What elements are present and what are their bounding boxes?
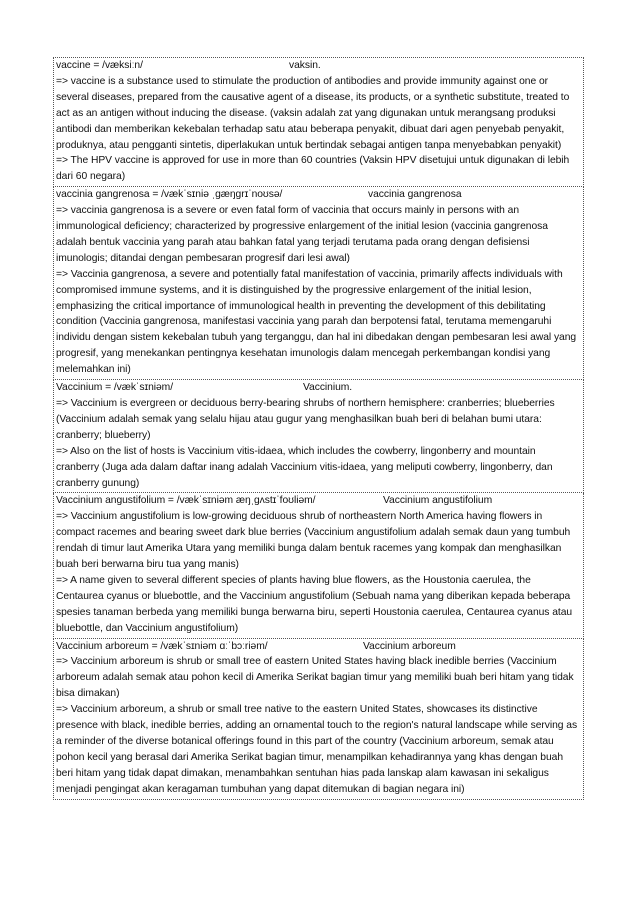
glossary-entry — [53, 493, 584, 638]
entry-example: => Vaccinia gangrenosa, a severe and potentially fatal manifestation of vaccinia, primarily affects individuals with compromised immune systems, and it is distinguished by the progressive enlargement of the initial lesion, emphasizing the critical importance of immunological health in preventing the development of this debilitating condition (Vaccinia gangrenosa, manifestasi vaccinia yang parah dan berpotensi fatal, terutama memengaruhi individu dengan sistem kekebalan tubuh yang terganggu, dan hal ini dibedakan dengan pembesaran lesi awal yang progresif, yang menekankan pentingnya kesehatan imunologis dalam mencegah perkembangan kondisi yang melemahkan ini) — [56, 268, 577, 376]
glossary-entry — [53, 380, 584, 493]
entry-definition: => Vaccinium arboreum is shrub or small tree of eastern United States having black inedible berries (Vaccinium arboreum adalah semak atau pohon kecil di Amerika Serikat bagian timur yang memiliki buah beri hitam yang tidak bisa dimakan) — [56, 656, 574, 700]
entry-header — [56, 380, 581, 396]
entry-translation: Vaccinium angustifolium — [383, 495, 493, 507]
entry-translation: Vaccinium. — [303, 382, 353, 394]
entry-definition: => Vaccinium angustifolium is low-growing deciduous shrub of northeastern North America having flowers in compact racemes and bearing sweet dark blue berries (Vaccinium angustifolium adalah semak daun yang tumbuh rendah di timur laut Amerika Utara yang memiliki bunga dalam bentuk racemes yang kompak dan menghasilkan buah beri berwarna biru tua yang manis) — [56, 511, 571, 571]
entry-translation: Vaccinium arboreum — [363, 640, 456, 652]
entry-example: => Also on the list of hosts is Vaccinium vitis-idaea, which includes the cowberry, lingonberry and mountain cranberry (Juga ada dalam daftar inang adalah Vaccinium vitis-idaea, yang meliputi cowberry, lingonberry, dan cranberry gunung) — [56, 445, 553, 489]
entry-term: vaccine = /væksiːn/ — [56, 60, 143, 71]
entry-header — [56, 493, 581, 509]
entry-term: Vaccinium arboreum = /vækˈsɪniəm ɑːˈbɔːriəm/ — [56, 640, 268, 652]
glossary-page — [53, 57, 584, 800]
entry-term: Vaccinium = /vækˈsɪniəm/ — [56, 382, 174, 394]
glossary-entry — [53, 187, 584, 380]
entry-translation: vaccinia gangrenosa — [368, 189, 462, 201]
entry-example: => The HPV vaccine is approved for use in more than 60 countries (Vaksin HPV disetujui untuk digunakan di lebih dari 60 negara) — [56, 155, 570, 183]
entry-definition: => vaccinia gangrenosa is a severe or even fatal form of vaccinia that occurs mainly in persons with an immunological deficiency; characterized by progressive enlargement of the initial lesion (vaccinia gangrenosa adalah bentuk vaccinia yang parah atau bahkan fatal yang terjadi terutama pada orang dengan defisiensi imunologis; ditandai dengan pembesaran progresif dari lesi awal) — [56, 205, 548, 264]
entry-header — [56, 187, 581, 203]
entry-translation: vaksin. — [289, 60, 321, 71]
entry-definition: => vaccine is a substance used to stimulate the production of antibodies and provide immunity against one or several diseases, prepared from the causative agent of a disease, its products, or a synthetic substitute, treated to act as an antigen without inducing the disease. (vaksin adalah zat yang digunakan untuk merangsang produksi antibodi dan memberikan kekebalan terhadap satu atau beberapa penyakit, dibuat dari agen penyebab penyakit, produknya, atau pengganti sintetis, diperlakukan untuk bertindak sebagai antigen tanpa menyebabkan penyakit) — [56, 75, 570, 151]
entry-header — [56, 639, 581, 655]
entry-definition: => Vaccinium is evergreen or deciduous berry-bearing shrubs of northern hemisphere: cranberries; blueberries (Vaccinium adalah semak yang selalu hijau atau gugur yang menghasilkan buah beri di belahan bumi utara: cranberry; blueberry) — [56, 397, 555, 441]
entry-header — [56, 58, 581, 74]
glossary-entry — [53, 57, 584, 187]
entry-example: => A name given to several different species of plants having blue flowers, as the Houstonia caerulea, the Centaurea cyanus or bluebottle, and the Vaccinium angustifolium (Sebuah nama yang diberikan kepada beberapa spesies tanaman berbeda yang memiliki bunga berwarna biru, seperti Houstonia caerulea, Centaurea cyanus atau bluebottle, dan Vaccinium angustifolium) — [56, 574, 573, 634]
glossary-entry — [53, 639, 584, 800]
entry-term: vaccinia gangrenosa = /vækˈsɪniə ˌgæŋgrɪˈnoʊsə/ — [56, 189, 283, 201]
entry-example: => Vaccinium arboreum, a shrub or small tree native to the eastern United States, showcases its distinctive presence with black, inedible berries, adding an ornamental touch to the region's natural landscape while serving as a reminder of the diverse botanical offerings found in this part of the country (Vaccinium arboreum, semak atau pohon kecil yang berasal dari Amerika Serikat bagian timur, menampilkan kehadirannya yang khas dengan buah beri hitam yang tidak dapat dimakan, menambahkan sentuhan hias pada lanskap alam kawasan ini sekaligus menjadi pengingat akan keragaman tumbuhan yang dapat ditemukan di bagian negara ini) — [56, 704, 578, 795]
entry-term: Vaccinium angustifolium = /vækˈsɪniəm æŋˌgʌstɪˈfoʊliəm/ — [56, 495, 316, 507]
